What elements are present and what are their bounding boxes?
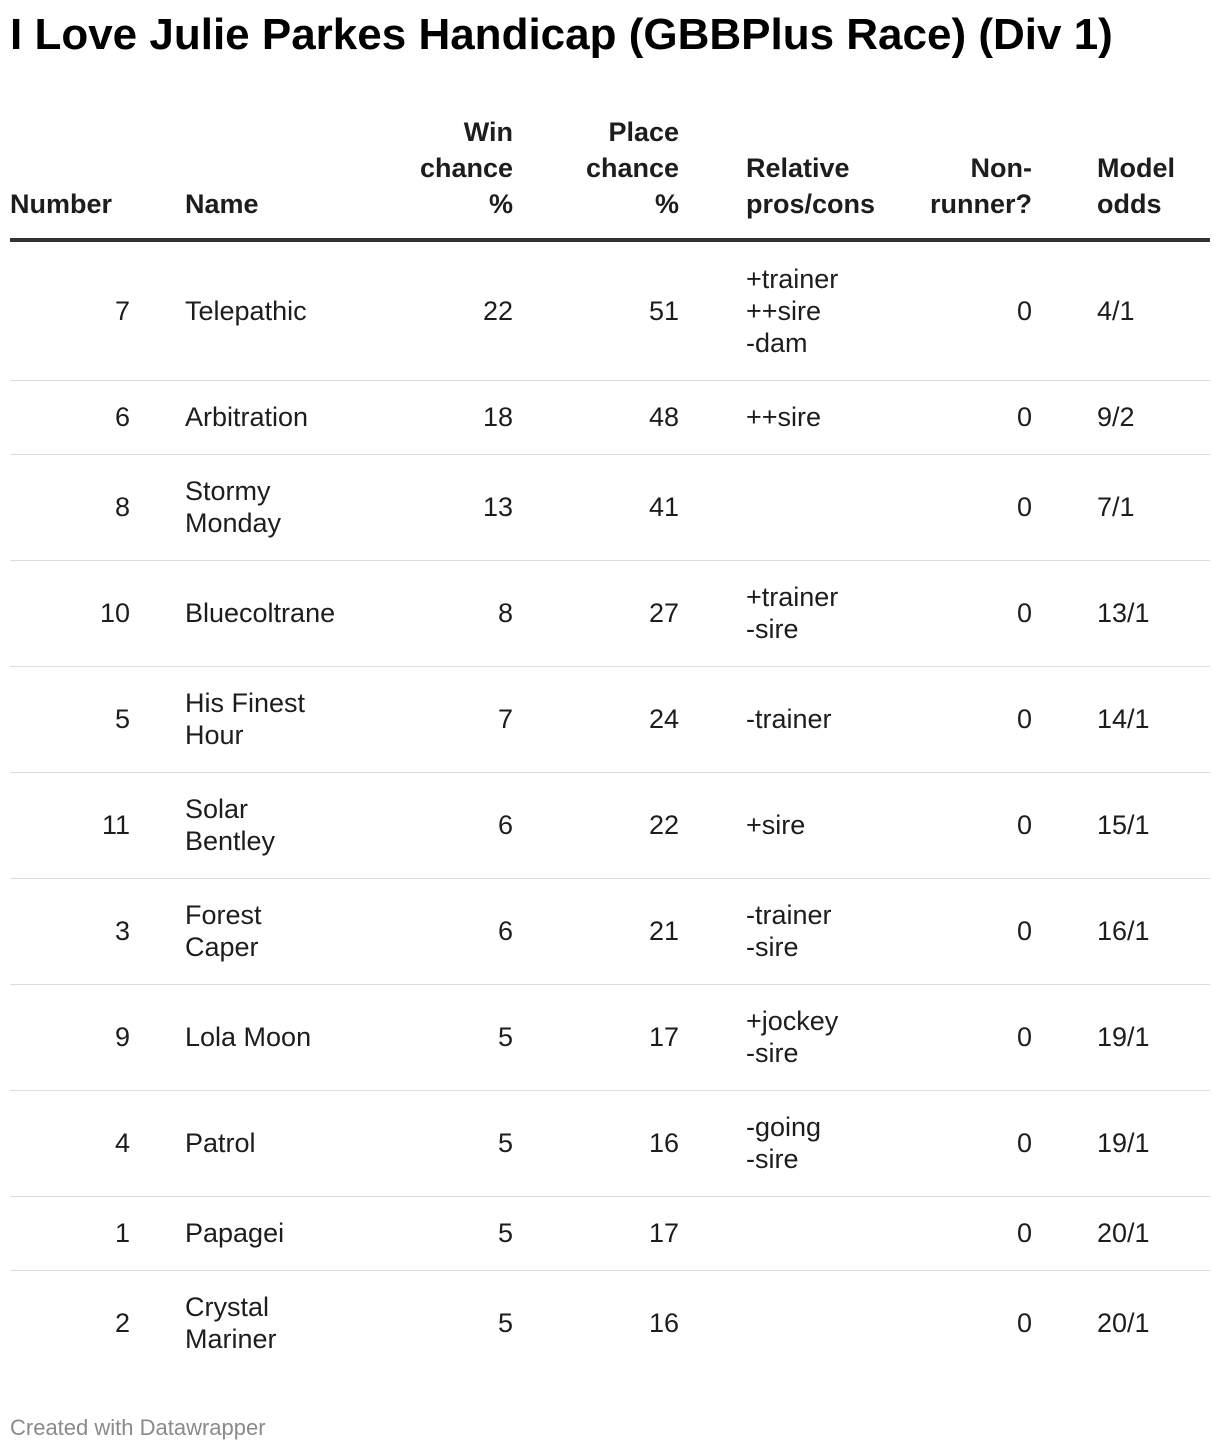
cell-number bbox=[10, 380, 185, 454]
cell-place-chance bbox=[515, 1270, 682, 1376]
cell-model-odds-text: 20/1 bbox=[1097, 1218, 1150, 1248]
table-row bbox=[10, 666, 1210, 772]
table-row bbox=[10, 1090, 1210, 1196]
cell-relative-pros-cons bbox=[682, 560, 872, 666]
cell-non-runner-text: 0 bbox=[1016, 810, 1032, 840]
cell-non-runner bbox=[872, 240, 1032, 380]
table-row bbox=[10, 878, 1210, 984]
cell-name bbox=[185, 454, 355, 560]
cell-relative-pros-cons-text: +trainer ++sire -dam bbox=[746, 263, 839, 358]
cell-number bbox=[10, 666, 185, 772]
chart-title: I Love Julie Parkes Handicap (GBBPlus Race) (Div 1) bbox=[10, 10, 1113, 59]
cell-number bbox=[10, 1196, 185, 1270]
cell-relative-pros-cons bbox=[682, 380, 872, 454]
cell-number-text: 7 bbox=[114, 295, 130, 326]
cell-non-runner bbox=[872, 878, 1032, 984]
column-header-place-chance[interactable]: Place chance % bbox=[515, 114, 682, 240]
cell-model-odds bbox=[1032, 1090, 1210, 1196]
cell-place-chance bbox=[515, 1196, 682, 1270]
cell-place-chance bbox=[515, 560, 682, 666]
cell-number bbox=[10, 772, 185, 878]
cell-non-runner bbox=[872, 984, 1032, 1090]
cell-place-chance-text: 22 bbox=[648, 810, 679, 840]
cell-win-chance bbox=[355, 666, 515, 772]
cell-model-odds-text: 14/1 bbox=[1097, 704, 1150, 734]
cell-number bbox=[10, 878, 185, 984]
cell-non-runner-text: 0 bbox=[1016, 598, 1032, 628]
cell-model-odds bbox=[1032, 380, 1210, 454]
cell-number bbox=[10, 1270, 185, 1376]
cell-number-text: 9 bbox=[114, 1022, 130, 1052]
cell-relative-pros-cons bbox=[682, 1270, 872, 1376]
race-table bbox=[10, 114, 1210, 1376]
cell-number-text: 5 bbox=[114, 704, 130, 734]
cell-number-text: 2 bbox=[114, 1308, 130, 1339]
cell-win-chance bbox=[355, 454, 515, 560]
cell-name-text: Patrol bbox=[185, 1128, 256, 1158]
cell-non-runner bbox=[872, 560, 1032, 666]
cell-place-chance-text: 48 bbox=[648, 402, 679, 432]
table-row bbox=[10, 454, 1210, 560]
cell-win-chance-text: 5 bbox=[497, 1308, 513, 1339]
cell-model-odds-text: 19/1 bbox=[1097, 1022, 1150, 1052]
column-header-non-runner[interactable]: Non- runner? bbox=[872, 114, 1032, 240]
cell-name bbox=[185, 666, 355, 772]
cell-name bbox=[185, 240, 355, 380]
cell-win-chance-text: 5 bbox=[497, 1022, 513, 1052]
table-row bbox=[10, 772, 1210, 878]
cell-model-odds bbox=[1032, 560, 1210, 666]
cell-model-odds bbox=[1032, 1196, 1210, 1270]
cell-number bbox=[10, 984, 185, 1090]
cell-name bbox=[185, 878, 355, 984]
cell-model-odds bbox=[1032, 240, 1210, 380]
table-row bbox=[10, 380, 1210, 454]
cell-win-chance-text: 6 bbox=[497, 810, 513, 840]
cell-win-chance bbox=[355, 240, 515, 380]
cell-place-chance-text: 17 bbox=[648, 1022, 679, 1052]
cell-place-chance-text: 27 bbox=[648, 598, 679, 628]
cell-relative-pros-cons bbox=[682, 878, 872, 984]
cell-non-runner-text: 0 bbox=[1016, 1308, 1032, 1339]
cell-model-odds bbox=[1032, 454, 1210, 560]
cell-model-odds-text: 9/2 bbox=[1097, 402, 1135, 432]
cell-relative-pros-cons-text: ++sire bbox=[746, 402, 822, 432]
cell-model-odds bbox=[1032, 984, 1210, 1090]
cell-non-runner-text: 0 bbox=[1016, 1022, 1032, 1052]
cell-non-runner bbox=[872, 454, 1032, 560]
cell-place-chance-text: 16 bbox=[648, 1308, 679, 1339]
cell-number-text: 6 bbox=[114, 402, 130, 432]
cell-relative-pros-cons bbox=[682, 666, 872, 772]
cell-model-odds bbox=[1032, 666, 1210, 772]
cell-name-text: Arbitration bbox=[185, 402, 309, 432]
cell-place-chance-text: 17 bbox=[648, 1218, 679, 1248]
cell-win-chance bbox=[355, 1196, 515, 1270]
cell-name bbox=[185, 1270, 355, 1376]
cell-model-odds bbox=[1032, 1270, 1210, 1376]
cell-number-text: 10 bbox=[99, 598, 130, 628]
cell-non-runner-text: 0 bbox=[1016, 295, 1032, 326]
cell-name bbox=[185, 984, 355, 1090]
cell-name bbox=[185, 380, 355, 454]
cell-relative-pros-cons bbox=[682, 984, 872, 1090]
table-row bbox=[10, 560, 1210, 666]
cell-win-chance-text: 18 bbox=[482, 402, 513, 432]
cell-model-odds-text: 19/1 bbox=[1097, 1128, 1150, 1158]
cell-non-runner bbox=[872, 772, 1032, 878]
cell-name-text: Solar Bentley bbox=[185, 794, 276, 856]
cell-win-chance-text: 7 bbox=[497, 704, 513, 734]
cell-number bbox=[10, 560, 185, 666]
cell-relative-pros-cons-text: -going -sire bbox=[746, 1112, 822, 1174]
cell-non-runner bbox=[872, 380, 1032, 454]
column-header-win-chance[interactable]: Win chance % bbox=[355, 114, 515, 240]
cell-win-chance-text: 5 bbox=[497, 1218, 513, 1248]
cell-non-runner bbox=[872, 1196, 1032, 1270]
cell-place-chance bbox=[515, 666, 682, 772]
cell-non-runner bbox=[872, 1090, 1032, 1196]
cell-name-text: Bluecoltrane bbox=[185, 598, 336, 628]
footer-credit: Created with Datawrapper bbox=[10, 1415, 266, 1440]
cell-place-chance-text: 16 bbox=[648, 1128, 679, 1158]
cell-number-text: 11 bbox=[101, 810, 130, 840]
cell-non-runner-text: 0 bbox=[1016, 916, 1032, 946]
header-row bbox=[10, 114, 1210, 240]
cell-number-text: 3 bbox=[114, 916, 130, 946]
cell-model-odds-text: 13/1 bbox=[1097, 598, 1150, 628]
cell-place-chance bbox=[515, 1090, 682, 1196]
cell-win-chance bbox=[355, 1090, 515, 1196]
cell-win-chance-text: 6 bbox=[497, 916, 513, 946]
table-row bbox=[10, 984, 1210, 1090]
cell-place-chance-text: 41 bbox=[648, 492, 679, 522]
cell-relative-pros-cons-text: +trainer -sire bbox=[746, 582, 839, 644]
cell-relative-pros-cons-text: -trainer -sire bbox=[746, 900, 832, 962]
cell-relative-pros-cons bbox=[682, 240, 872, 380]
cell-number bbox=[10, 240, 185, 380]
cell-relative-pros-cons bbox=[682, 454, 872, 560]
cell-win-chance-text: 5 bbox=[497, 1128, 513, 1158]
table-row bbox=[10, 240, 1210, 380]
column-header-name[interactable]: Name bbox=[185, 114, 355, 240]
cell-non-runner-text: 0 bbox=[1016, 704, 1032, 734]
cell-model-odds-text: 15/1 bbox=[1097, 810, 1150, 840]
cell-non-runner bbox=[872, 666, 1032, 772]
cell-relative-pros-cons-text: +jockey -sire bbox=[746, 1006, 839, 1068]
column-header-relative-pros-cons[interactable]: Relative pros/cons bbox=[682, 114, 872, 240]
cell-model-odds bbox=[1032, 772, 1210, 878]
table-row bbox=[10, 1196, 1210, 1270]
cell-name bbox=[185, 772, 355, 878]
cell-place-chance bbox=[515, 380, 682, 454]
column-header-model-odds[interactable]: Model odds bbox=[1032, 114, 1210, 240]
cell-place-chance bbox=[515, 772, 682, 878]
cell-place-chance-text: 21 bbox=[648, 916, 679, 946]
cell-number-text: 8 bbox=[114, 492, 130, 522]
cell-place-chance bbox=[515, 878, 682, 984]
cell-place-chance bbox=[515, 454, 682, 560]
cell-win-chance-text: 13 bbox=[482, 492, 513, 522]
cell-name-text: Forest Caper bbox=[185, 900, 262, 962]
cell-name-text: His Finest Hour bbox=[185, 688, 306, 750]
cell-number bbox=[10, 1090, 185, 1196]
cell-win-chance bbox=[355, 878, 515, 984]
cell-name-text: Lola Moon bbox=[185, 1022, 312, 1052]
cell-non-runner-text: 0 bbox=[1016, 1128, 1032, 1158]
cell-relative-pros-cons bbox=[682, 772, 872, 878]
cell-win-chance-text: 22 bbox=[482, 295, 513, 326]
cell-non-runner bbox=[872, 1270, 1032, 1376]
table-row bbox=[10, 1270, 1210, 1376]
column-header-number[interactable]: Number bbox=[10, 114, 185, 240]
cell-place-chance bbox=[515, 240, 682, 380]
cell-relative-pros-cons bbox=[682, 1090, 872, 1196]
cell-win-chance bbox=[355, 560, 515, 666]
cell-non-runner-text: 0 bbox=[1016, 1218, 1032, 1248]
cell-model-odds-text: 4/1 bbox=[1097, 295, 1135, 326]
cell-win-chance bbox=[355, 772, 515, 878]
cell-name-text: Stormy Monday bbox=[185, 476, 282, 538]
cell-non-runner-text: 0 bbox=[1016, 402, 1032, 432]
cell-name-text: Papagei bbox=[185, 1218, 285, 1248]
cell-win-chance bbox=[355, 380, 515, 454]
table-body bbox=[10, 240, 1210, 1376]
cell-place-chance-text: 24 bbox=[648, 704, 679, 734]
cell-number bbox=[10, 454, 185, 560]
cell-name bbox=[185, 1090, 355, 1196]
cell-place-chance bbox=[515, 984, 682, 1090]
cell-place-chance-text: 51 bbox=[648, 295, 679, 326]
cell-name bbox=[185, 560, 355, 666]
table-header bbox=[10, 114, 1210, 240]
cell-model-odds bbox=[1032, 878, 1210, 984]
cell-name-text: Telepathic bbox=[185, 295, 307, 326]
cell-model-odds-text: 20/1 bbox=[1097, 1308, 1150, 1339]
cell-win-chance-text: 8 bbox=[497, 598, 513, 628]
cell-relative-pros-cons-text: -trainer bbox=[746, 704, 832, 734]
cell-non-runner-text: 0 bbox=[1016, 492, 1032, 522]
cell-number-text: 4 bbox=[114, 1128, 130, 1158]
cell-win-chance bbox=[355, 1270, 515, 1376]
cell-relative-pros-cons bbox=[682, 1196, 872, 1270]
cell-relative-pros-cons-text: +sire bbox=[746, 810, 806, 840]
cell-model-odds-text: 7/1 bbox=[1097, 492, 1135, 522]
cell-win-chance bbox=[355, 984, 515, 1090]
cell-number-text: 1 bbox=[114, 1218, 130, 1248]
cell-name-text: Crystal Mariner bbox=[185, 1292, 277, 1355]
cell-model-odds-text: 16/1 bbox=[1097, 916, 1150, 946]
cell-name bbox=[185, 1196, 355, 1270]
